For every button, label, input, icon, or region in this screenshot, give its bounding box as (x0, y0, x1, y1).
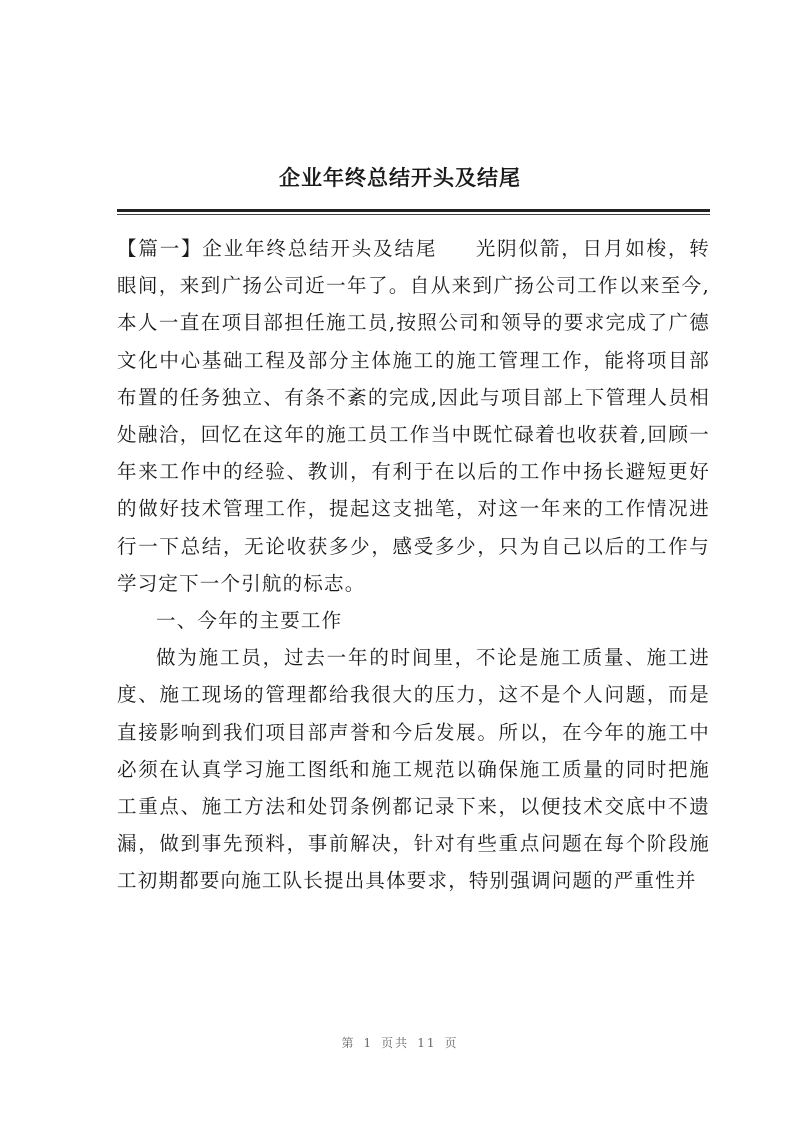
footer-prefix: 第 (341, 1036, 356, 1050)
section-heading: 一、今年的主要工作 (156, 609, 343, 633)
total-pages: 11 (417, 1036, 437, 1050)
page-title: 企业年终总结开头及结尾 (279, 166, 521, 190)
section-lead: 【篇一】企业年终总结开头及结尾 (117, 237, 438, 260)
title-divider-thin (117, 214, 710, 215)
page-footer (0, 1034, 800, 1051)
page-number: 1 (363, 1036, 374, 1050)
footer-suffix: 页 (444, 1036, 459, 1050)
title-divider (117, 209, 710, 212)
document-body (117, 230, 710, 900)
footer-mid: 页共 (381, 1036, 410, 1050)
paragraph-intro (117, 230, 710, 602)
paragraph-text: 做为施工员，过去一年的时间里，不论是施工质量、施工进度、施工现场的管理都给我很大的压力，这不是个人问题，而是直接影响到我们项目部声誉和今后发展。所以，在今年的施工中必须在认真学习施工图纸和施工规范以确保施工质量的同时把施工重点、施工方法和处罚条例都记录下来，以便技术交底中不遗漏，做到事先预料，事前解决，针对有些重点问题在每个阶段施工初期都要向施工队长提出具体要求，特别强调问题的严重性并 (117, 646, 710, 893)
paragraph-text: 光阴似箭，日月如梭，转眼间，来到广扬公司近一年了。自从来到广扬公司工作以来至今,本人一直在项目部担任施工员,按照公司和领导的要求完成了广德文化中心基础工程及部分主体施工的施工管理工作，能将项目部布置的任务独立、有条不紊的完成,因此与项目部上下管理人员相处融洽，回忆在这年的施工员工作当中既忙碌着也收获着,回顾一年来工作中的经验、教训，有利于在以后的工作中扬长避短更好的做好技术管理工作，提起这支拙笔，对这一年来的工作情况进行一下总结，无论收获多少，感受多少，只为自己以后的工作与学习定下一个引航的标志。 (117, 237, 710, 595)
